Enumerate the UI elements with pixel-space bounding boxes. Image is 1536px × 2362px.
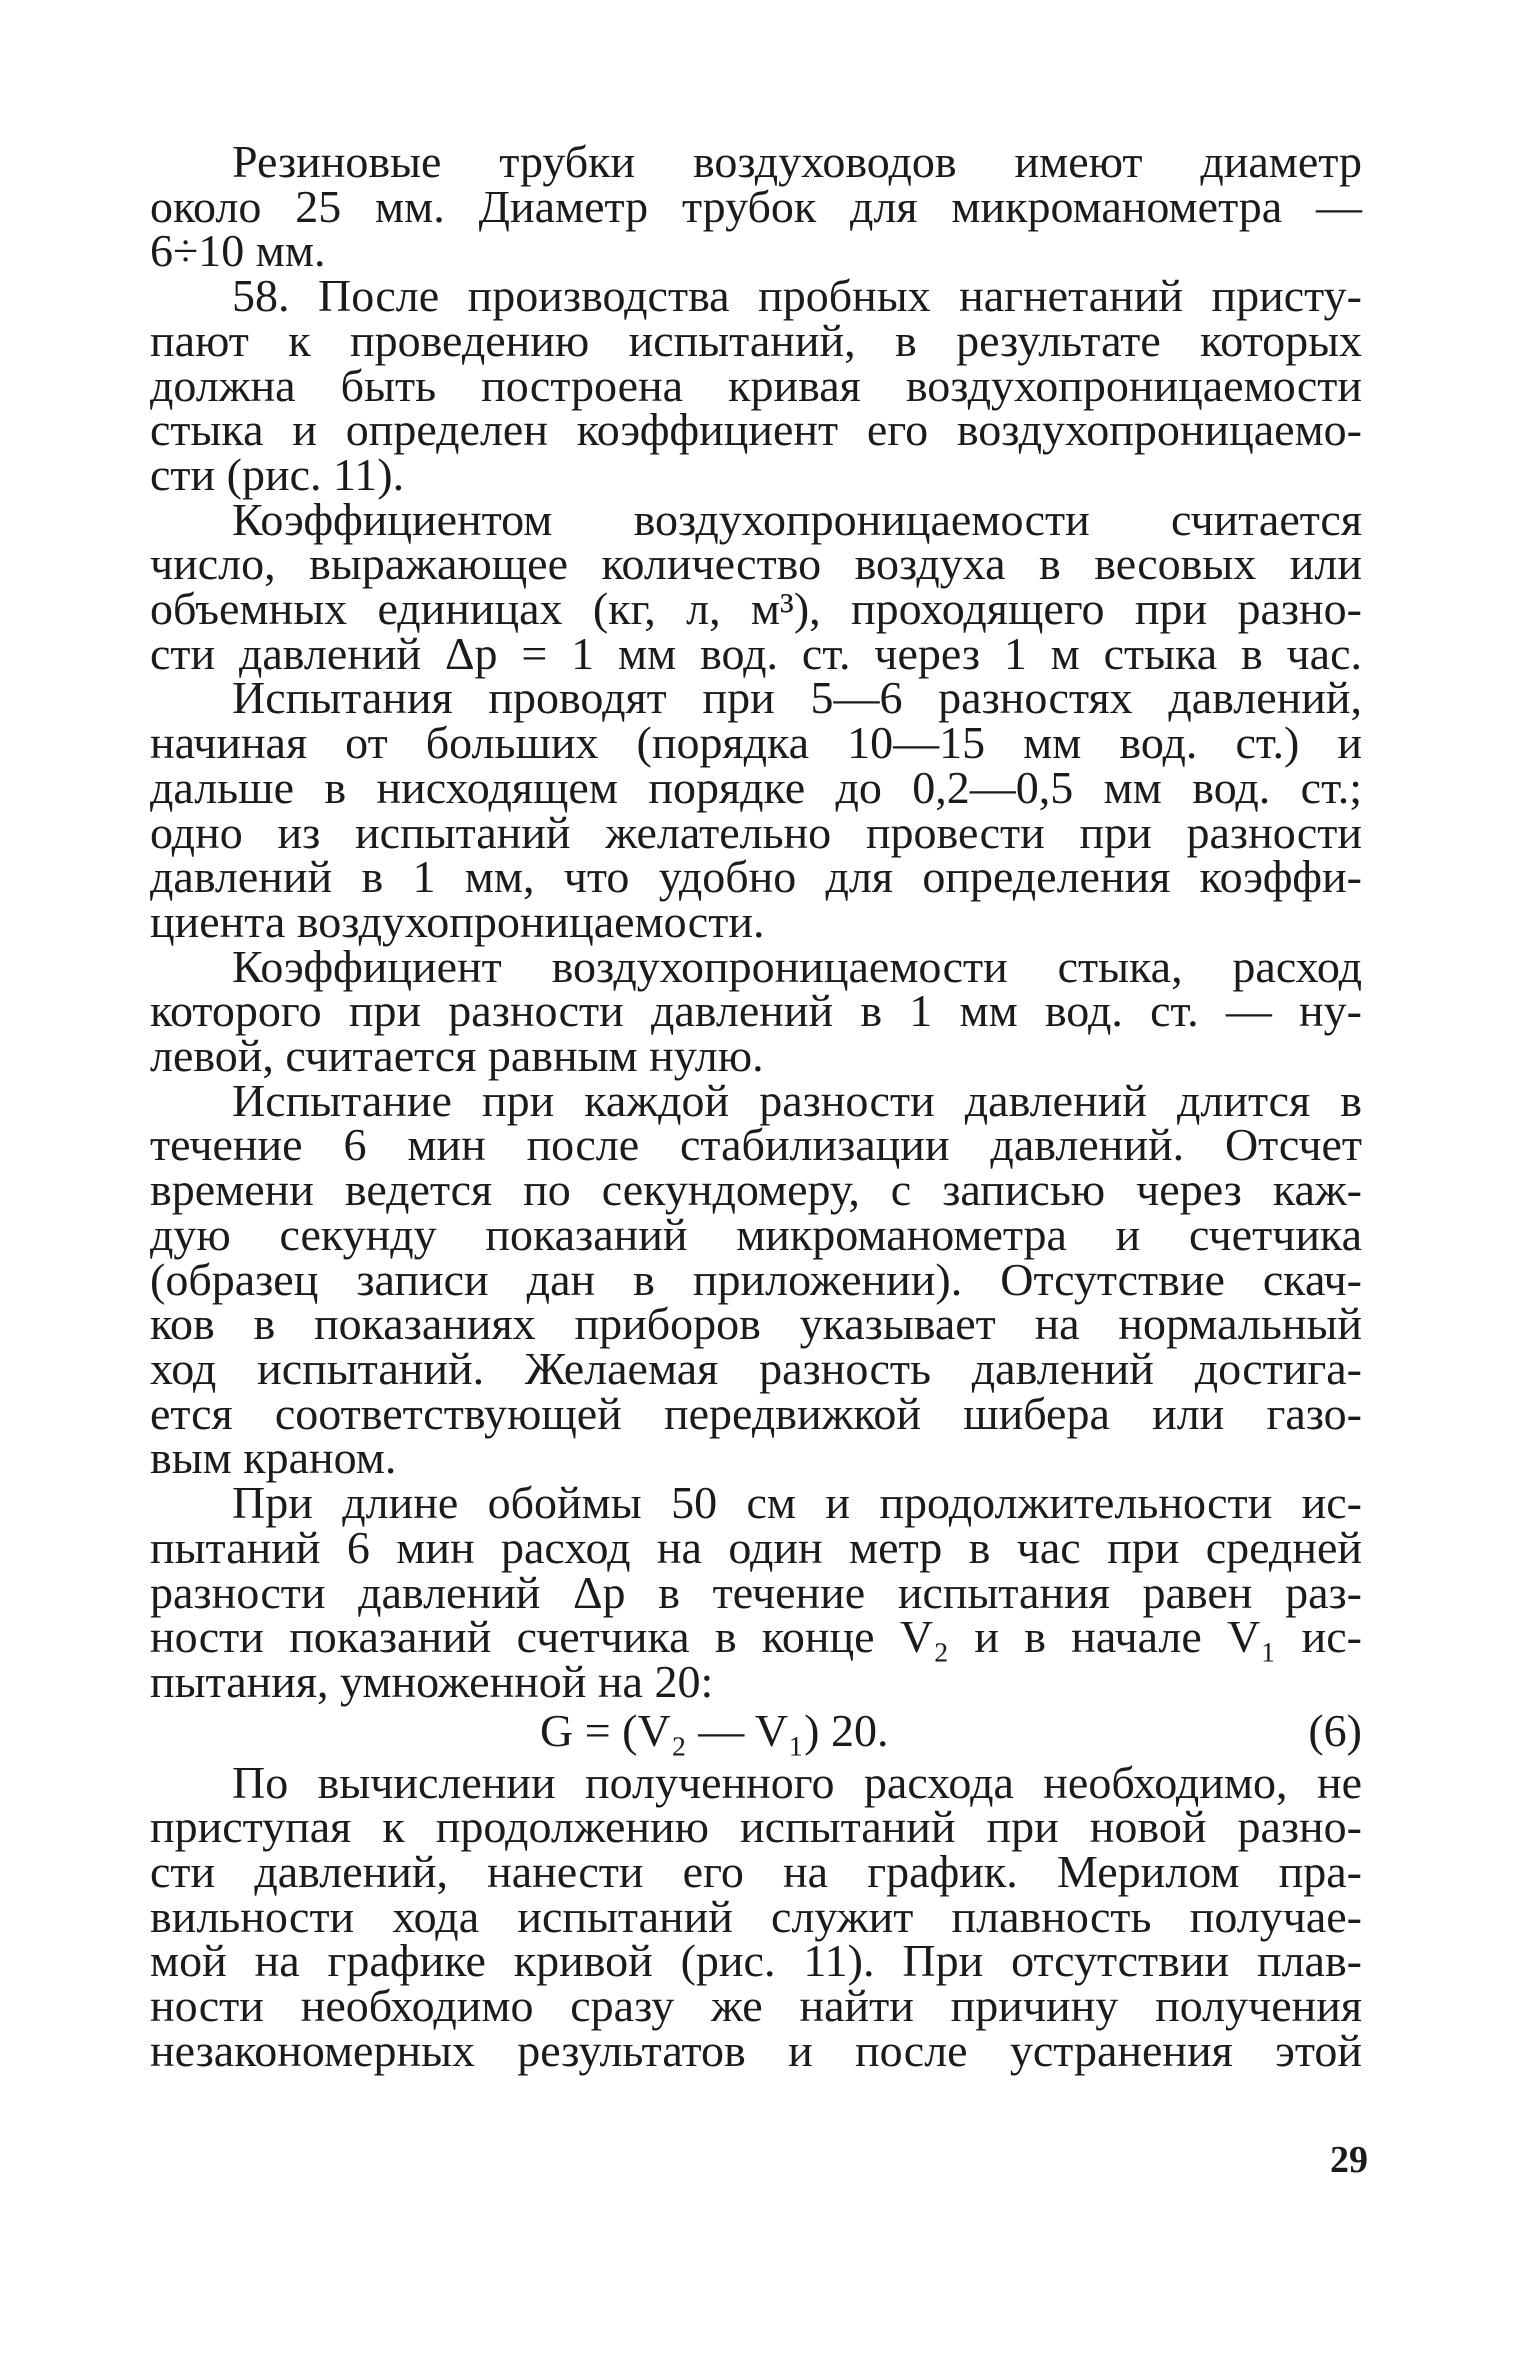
text-line: сти (рис. 11). [150, 448, 405, 500]
text-line: должна быть построена кривая воздухопроницаемости [150, 359, 1362, 411]
text-line: объемных единицах (кг, л, м³), проходящего при разно- [150, 583, 1362, 635]
text-line: около 25 мм. Диаметр трубок для микроманометра — [150, 180, 1362, 232]
text-line: По вычислении полученного расхода необходимо, не [232, 1756, 1362, 1808]
text-line: 58. После производства пробных нагнетаний присту- [232, 270, 1362, 322]
page-body [150, 136, 1362, 2076]
text-line: ход испытаний. Желаемая разность давлений достига- [150, 1342, 1362, 1394]
paragraph-58 [150, 270, 1362, 500]
text-line: давлений в 1 мм, что удобно для определения коэффи- [150, 851, 1362, 903]
formula: G = (V₂ — V₁) 20. [540, 1704, 889, 1756]
text-line: пытаний 6 мин расход на один метр в час при средней [150, 1521, 1362, 1573]
text-line: Коэффициент воздухопроницаемости стыка, расход [232, 940, 1362, 992]
text-line: мой на графике кривой (рис. 11). При отсутствии плав- [150, 1935, 1362, 1987]
text-line: циента воздухопроницаемости. [150, 895, 765, 947]
text-line: сти давлений Δp = 1 мм вод. ст. через 1 м стыка в час. [150, 627, 1362, 679]
paragraph-tubes [150, 136, 1362, 277]
text-line: 6÷10 мм. [150, 225, 326, 277]
text-line: пают к проведению испытаний, в результате которых [150, 314, 1362, 366]
paragraph-flow-calculation [150, 1477, 1362, 1707]
text-line: дальше в нисходящем порядке до 0,2—0,5 мм вод. ст.; [150, 761, 1362, 813]
paragraph-test-procedure [150, 672, 1362, 947]
text-line: Испытания проводят при 5—6 разностях давлений, [232, 672, 1362, 724]
text-line: левой, считается равным нулю. [150, 1030, 764, 1082]
text-line: Испытание при каждой разности давлений длится в [232, 1074, 1362, 1126]
text-line: Коэффициентом воздухопроницаемости считается [232, 493, 1362, 545]
text-line: (образец записи дан в приложении). Отсутствие скач- [150, 1253, 1362, 1305]
text-line: времени ведется по секундомеру, с записью через каж- [150, 1164, 1362, 1216]
text-line: приступая к продолжению испытаний при новой разно- [150, 1801, 1362, 1853]
text-line: пытания, умноженной на 20: [150, 1655, 714, 1707]
paragraph-coefficient-definition [150, 493, 1362, 679]
page-number: 29 [1330, 2139, 1368, 2181]
text-line: стыка и определен коэффициент его воздухопроницаемо- [150, 404, 1362, 456]
text-line: число, выражающее количество воздуха в весовых или [150, 538, 1362, 590]
text-line: ности показаний счетчика в конце V₂ и в начале V₁ ис- [150, 1611, 1362, 1663]
text-line: дую секунду показаний микроманометра и счетчика [150, 1208, 1362, 1260]
text-line: сти давлений, нанести его на график. Мерилом пра- [150, 1846, 1362, 1898]
text-line: которого при разности давлений в 1 мм вод. ст. — ну- [150, 985, 1362, 1037]
text-line: При длине обоймы 50 см и продолжительности ис- [232, 1477, 1362, 1529]
text-line: Резиновые трубки воздуховодов имеют диаметр [232, 136, 1362, 187]
text-line: одно из испытаний желательно провести при разности [150, 806, 1362, 858]
paragraph-graph-check [150, 1756, 1362, 2076]
text-line: разности давлений Δp в течение испытания равен раз- [150, 1566, 1362, 1618]
text-line: вым краном. [150, 1432, 397, 1484]
paragraph-test-duration [150, 1074, 1362, 1484]
formula-number: (6) [1308, 1704, 1362, 1756]
formula-row [150, 1705, 1362, 1761]
paragraph-zero-coefficient [150, 940, 1362, 1082]
text-line: незакономерных результатов и после устранения этой [150, 2024, 1362, 2076]
text-line: ков в показаниях приборов указывает на нормальный [150, 1298, 1362, 1350]
text-line: ности необходимо сразу же найти причину получения [150, 1980, 1362, 2032]
text-line: начиная от больших (порядка 10—15 мм вод. ст.) и [150, 717, 1362, 769]
text-line: ется соответствующей передвижкой шибера или газо- [150, 1387, 1362, 1439]
text-line: течение 6 мин после стабилизации давлений. Отсчет [150, 1119, 1362, 1171]
text-line: вильности хода испытаний служит плавность получае- [150, 1890, 1362, 1942]
